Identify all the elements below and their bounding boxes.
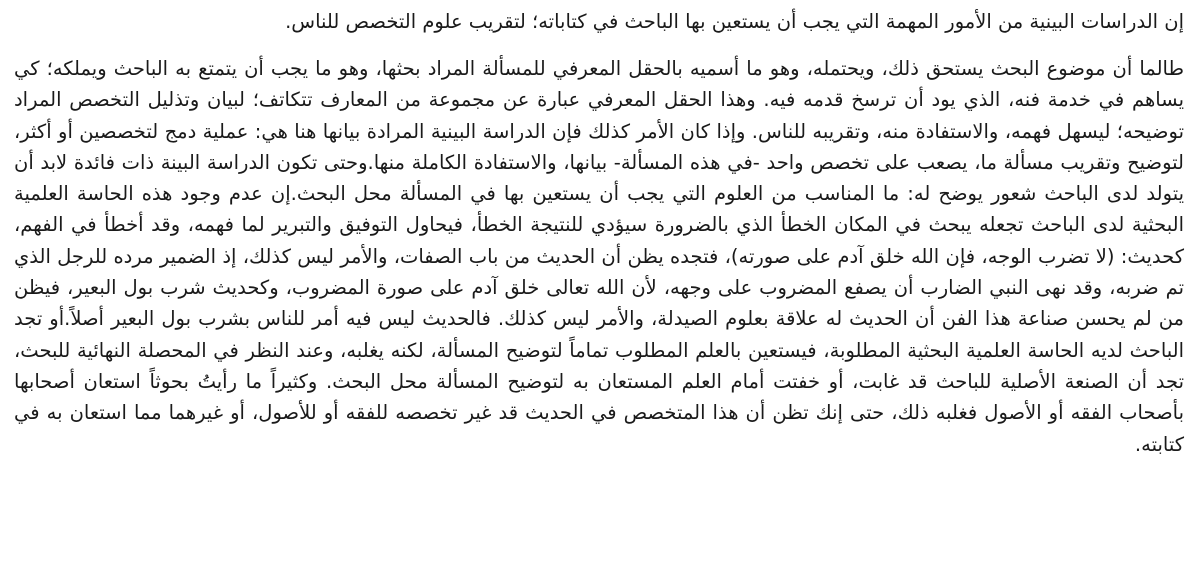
intro-paragraph: إن الدراسات البينية من الأمور المهمة التي يجب أن يستعين بها الباحث في كتاباته؛ لتقريب علوم التخصص للناس. xyxy=(285,10,1184,33)
body-paragraph: طالما أن موضوع البحث يستحق ذلك، ويحتمله، وهو ما أسميه بالحقل المعرفي للمسألة المراد بحثها، وهو ما يجب أن يتمتع به الباحث ويملكه؛ كي يساهم في خدمة فنه، الذي يود أن ترسخ قدمه فيه. وهذا الحقل المعرفي عبارة عن مجموعة من المعارف تتكاتف؛ لبيان وتذليل التخصص المراد توضيحه؛ ليسهل فهمه، والاستفادة منه، وتقريبه للناس. وإذا كان الأمر كذلك فإن الدراسة البينية المرادة بيانها هنا هي: عملية دمج لتخصصين أو أكثر، لتوضيح وتقريب مسألة ما، يصعب على تخصص واحد -في هذه المسألة- بيانها، والاستفادة الكاملة منها.وحتى تكون الدراسة البينة ذات فائدة لابد أن يتولد لدى الباحث شعور يوضح له: ما المناسب من العلوم التي يجب أن يستعين بها في المسألة محل البحث.إن عدم وجود هذه الحاسة العلمية البحثية لدى الباحث تجعله يبحث في المكان الخطأ الذي بالضرورة سيؤدي للنتيجة الخطأ، فيحاول التوفيق والتبرير لما فهمه، وقد أخطأ في الفهم، كحديث: (لا تضرب الوجه، فإن الله خلق آدم على صورته)، فتجده يظن أن الحديث من باب الصفات، والأمر ليس كذلك، إذ الضمير مرده للرجل الذي تم ضربه، وقد نهى النبي الضارب أن يصفع المضروب على وجهه، لأن الله تعالى خلق آدم على صورة المضروب، وكحديث شرب بول البعير، فيظن من لم يحسن صناعة هذا الفن أن الحديث له علاقة بعلوم الصيدلة، والأمر ليس كذلك. فالحديث ليس فيه أمر للناس بشرب بول البعير أصلاً.أو تجد الباحث لديه الحاسة العلمية البحثية المطلوبة، فيستعين بالعلم المطلوب تماماً لتوضيح المسألة، لكنه يغلبه، وعند النظر في المحصلة النهائية للبحث، تجد أن الصنعة الأصلية للباحث قد غابت، أو خفتت أمام العلم المستعان به لتوضيح المسألة محل البحث. وكثيراً ما رأيتُ بحوثاً استعان أصحابها بأصحاب الفقه أو الأصول فغلبه ذلك، حتى إنك تظن أن هذا المتخصص في الحديث قد غير تخصصه للفقه أو للأصول، أو غيرهما مما استعان به في كتابته. xyxy=(14,57,1184,456)
